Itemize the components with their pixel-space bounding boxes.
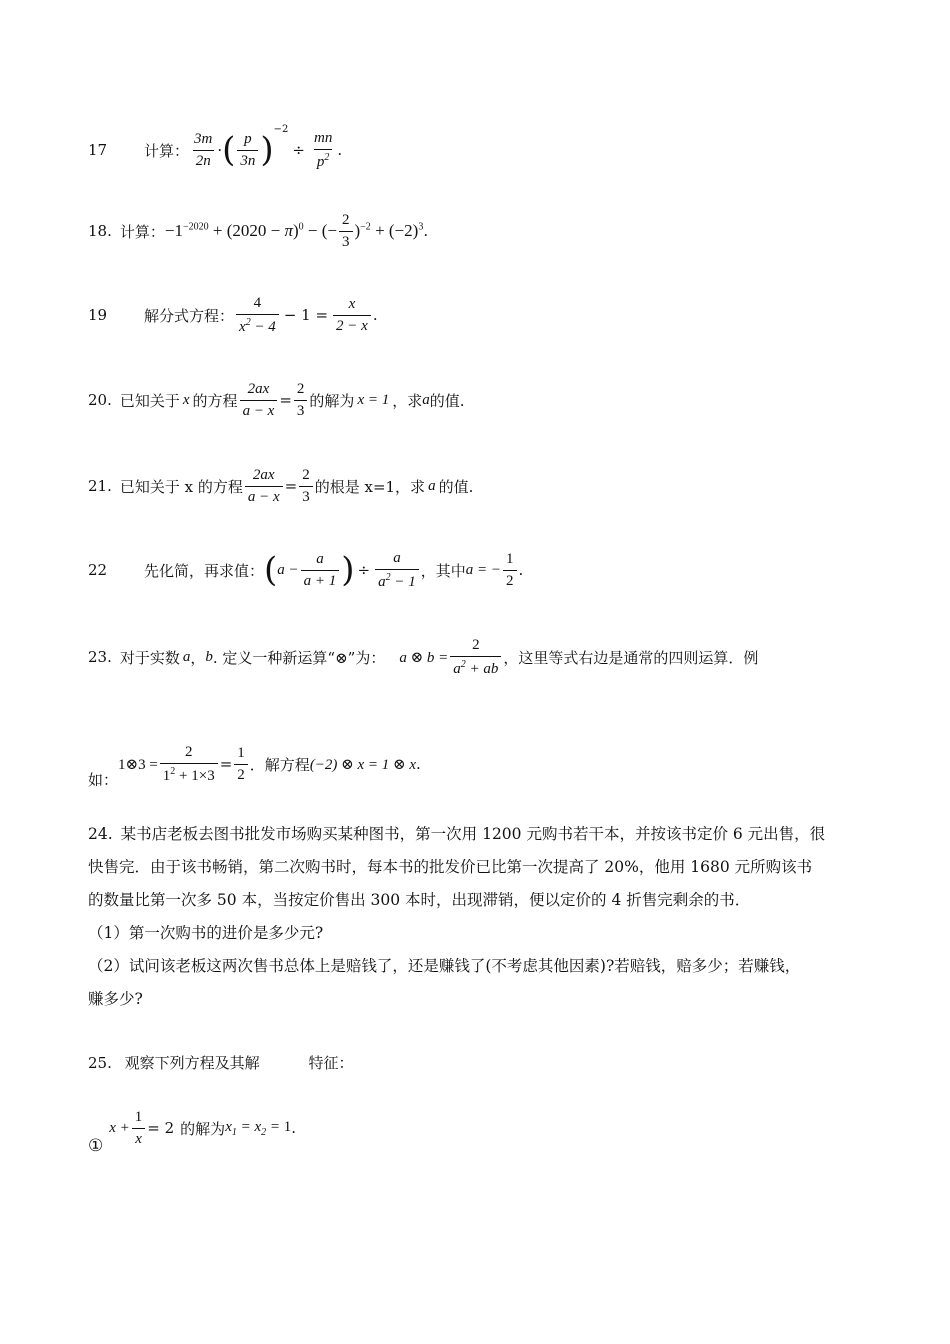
variable: x [182,391,190,408]
text: . 定义一种新运算“⊗”为： [212,648,386,667]
question-number: 17 [88,141,108,159]
question-number: 21. [88,477,112,495]
text: 观察下列方程及其解 [124,1054,260,1072]
separator: ， [190,648,206,667]
sub-question-2-cont: 赚多少? [88,990,143,1008]
formula: a ⊗ b = [399,649,449,666]
tail: . [416,755,421,773]
variable-b: b [205,648,213,665]
question-label: 解分式方程： [144,306,235,325]
text: ，这里等式右边是通常的四则运算．例 [503,648,759,667]
text: 的解为 [309,391,355,410]
question-22: 22 先化简，再求值： ( a − $\frac{a}{a + 1}$ ) ÷ $\frac{a}{a^2 - 1}$ ，其中 a = − $\frac{1}{2}$ . [88,549,524,590]
paragraph-line: 快售完．由于该书畅销，第二次购书时，每本书的批发价已比第一次提高了 20%，他用 1680 元所购该书 [88,858,813,876]
text: 的根是 x=1，求 [314,477,426,496]
sub-question-1: （1）第一次购书的进价是多少元? [88,924,324,942]
text: 已知关于 x 的方程 [119,477,243,496]
text: 特征： [308,1054,354,1072]
text: 的值. [429,391,465,410]
tail: . [372,306,378,324]
question-number: 23. [88,648,112,666]
variable: a [428,477,436,494]
question-25-item-1: ① x + $\frac{1}{x}$ = 2 的解为 $x_1 = x_2 = 1$ . [88,1108,297,1156]
question-number: 19 [88,306,108,324]
question-label: 计算： [144,141,190,160]
item-marker: ① [88,1136,104,1156]
text: 如： [88,771,119,789]
question-19: 19 解分式方程： $\frac{4}{x^2 - 4}$ − 1 = $\frac{x}{2 - x}$ . [88,294,378,335]
question-23: 23. 对于实数 a ， b . 定义一种新运算“⊗”为： a ⊗ b = $\frac{2}{a^2 + ab}$ ，这里等式右边是通常的四则运算．例 [88,636,759,677]
question-number: 18. [88,222,112,240]
question-label: 计算： [119,222,165,241]
question-25 [88,1052,353,1073]
paragraph-line: 某书店老板去图书批发市场购买某种图书，第一次用 1200 元购书若干本，并按该书定价 6 元出售，很 [120,825,826,843]
question-number: 25. [88,1054,112,1072]
formula: $\frac{2ax}{a - x}$ [245,467,283,506]
question-number: 20. [88,391,112,409]
question-number: 24. [88,825,113,843]
paragraph-line: 的数量比第一次多 50 本，当按定价售出 300 本时，出现滞销，便以定价的 4 折售完剩余的书． [88,891,751,909]
formula: $-1^{-2020} + (2020 - \pi)^0$ − (− [164,221,337,240]
text: 对于实数 [119,648,180,667]
question-24 [88,818,868,1016]
tail: . [518,561,524,579]
question-number: 22 [88,561,108,579]
text: 的解为 [180,1119,226,1138]
formula: $\frac{2ax}{a - x}$ [240,381,278,420]
question-17: 17 计算： $\frac{3m}{2n}$ · ( $\frac{p}{3n}$ ) $^{-2}$ ÷ $\frac{mn}{p^2}$ . [88,124,343,170]
question-18: 18. 计算： $-1^{-2020} + (2020 - \pi)^0$ − (− $\frac{2}{3}$ )$^{-2} + (-2)^3$ . [88,211,429,250]
text: ，求 [392,391,423,410]
formula: $\frac{a}{a + 1}$ [301,551,340,590]
tail: . [337,141,343,159]
text: 已知关于 [119,391,180,410]
formula: x + [109,1119,130,1136]
variable: a [422,391,430,408]
text: 的方程 [192,391,238,410]
question-21: 21. 已知关于 x 的方程 $\frac{2ax}{a - x}$ = $\frac{2}{3}$ 的根是 x=1，求 a 的值. [88,466,474,505]
question-label: 先化简，再求值： [144,561,265,580]
text: ．解方程 [249,755,310,774]
question-23-example: 如： 1⊗3 = $\frac{2}{1^2 + 1\times 3}$ = $\frac{1}{2}$ ．解方程 (−2) ⊗ x = 1 ⊗ x . [88,743,421,789]
tail: . [423,222,429,240]
formula: $\frac{3m}{2n}$ [194,130,213,169]
text: 的值. [438,477,474,496]
tail: . [291,1119,297,1137]
sub-question-2: （2）试问该老板这两次售书总体上是赔钱了，还是赚钱了(不考虑其他因素)?若赔钱，赔多少；若赚钱， [88,957,801,975]
formula: $\frac{4}{x^2 - 4}$ [236,295,279,336]
variable-a: a [182,648,191,665]
text: ，其中 [420,561,466,580]
solution: x = 1 [357,391,390,408]
question-20: 20. 已知关于 x 的方程 $\frac{2ax}{a - x}$ = $\frac{2}{3}$ 的解为 x = 1 ，求 a 的值. [88,380,465,419]
formula: 1⊗3 = [118,756,158,773]
